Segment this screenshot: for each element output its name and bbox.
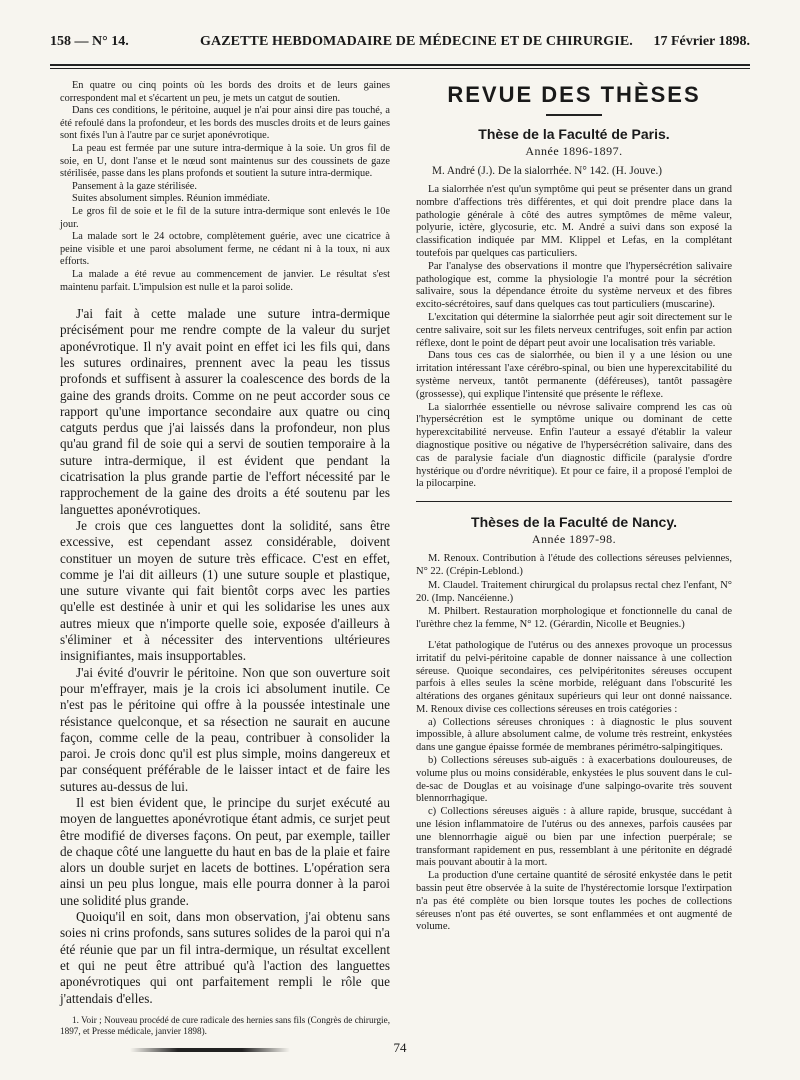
discussion-text [60,306,390,1007]
paragraph: Par l'analyse des observations il montre que l'hypersécrétion salivaire pathologique est, comme la physiologie l'a montré pour la sécrétion salivaire, sous la dépendance étroite du système nerveux et des fibres excito-sécrétoires, sauf dans quelques cas tout particuliers (muscarine). [416,260,732,311]
footnote [60,1015,390,1038]
paragraph: La sialorrhée n'est qu'un symptôme qui peut se présenter dans un grand nombre d'affections très différentes, et qui doit prendre place dans la pathologie générale à côté des autres symptômes de même valeur, polyurie, ictère, glycosurie, etc. M. André a suivi dans son exposé la classification indiquée par MM. Klippel et Lefas, en la complétant toutefois par quelques cas particuliers. [416,184,732,259]
nancy-review-text [416,640,732,934]
paragraph: En quatre ou cinq points où les bords des droits et de leurs gaines correspondent mal et s'écartent un peu, je mets un catgut de soutien. [60,80,390,104]
nancy-entries [416,553,732,632]
header-rule-thin [50,68,750,69]
case-report-text [60,80,390,294]
nancy-year: Année 1897-98. [531,532,617,547]
paragraph: Pansement à la gaze stérilisée. [72,180,197,192]
paragraph: La production d'une certaine quantité de sérosité enkystée dans le petit bassin peut être observée à la suite de l'hystérectomie lorsque l'extirpation n'a pas été complète ou bien lorsque toutes les poches de collections séreuses n'ont pas été ouvertes, se sont enflammées et ont augmenté de volume. [416,870,732,933]
paragraph: c) Collections séreuses aiguës : à allure rapide, brusque, succédant à une lésion inflammatoire de l'utérus ou des annexes, parfois causées par une blennorrhagie aiguë ou bien par une infection puerpérale; se transformant rapidement en pus, ressemblant à une péritonite en dégradé mais pouvant aboutir à la mort. [416,806,732,869]
thesis-citation: M. Philbert. Restauration morphologique et fonctionnelle du canal de l'urèthre chez la femme, N° 12. (Gérardin, Nicolle et Beugnies.) [416,606,732,631]
page-number: 74 [393,1040,407,1055]
paragraph: Dans ces conditions, le péritoine, auquel je n'ai pour ainsi dire pas touché, a été refoulé dans la profondeur, et les bords des muscles droits et de leurs gaines sont fixés l'un à l'autre par ce surjet aponévrotique. [60,105,390,142]
thesis-citation: M. Claudel. Traitement chirurgical du prolapsus rectal chez l'enfant, N° 20. (Imp. Nancéienne.) [416,579,732,604]
paragraph: L'excitation qui détermine la sialorrhée peut agir soit directement sur le centre salivaire, soit sur les filets nerveux centrifuges, soit enfin par action réflexe, dont le point de départ peut avoir une localisation très variable. [416,311,732,349]
thesis-citation: M. André (J.). De la sialorrhée. N° 142. (H. Jouve.) [432,164,663,177]
header-page-number: 158 — N° 14. [50,34,129,49]
paragraph: b) Collections séreuses sub-aiguës : à exacerbations douloureuses, de volume plus ou moins considérable, enkystées le plus souvent dans le cul-de-sac de Douglas et au voisinage d'une salpingo-ovarite très souvent blennorrhagique. [416,755,732,805]
paragraph: Dans tous ces cas de sialorrhée, ou bien il y a une lésion ou une irritation intéressant l'axe cérébro-spinal, ou bien une hyperexcitabilité du système nerveux, tantôt permanente (déféreuses), tantôt passagère (grossesse), qui explique l'intensité que présente le réflexe. [416,350,732,400]
title-rule [546,114,602,116]
paragraph: Quoiqu'il en soit, dans mon observation, j'ai obtenu sans soies ni crins profonds, sans sutures solides de la paroi qui n'a été réunie que par un fil intra-dermique, un résultat excellent et qui ne peut être attribué qu'à l'action des languettes aponévrotiques qui ont parfaitement rempli le rôle que j'attendais d'elles. [60,909,390,1006]
header-journal-title: GAZETTE HEBDOMADAIRE DE MÉDECINE ET DE CHIRURGIE. [200,34,633,49]
paragraph: J'ai fait à cette malade une suture intra-dermique précisément pour me rendre compte de la valeur du surjet aponévrotique. Il n'y avait point en effet ici les fils qui, dans les sutures ordinaires, prennent avec la peau les tissus profonds et suffisent à assurer la coalescence des bords de la gaine des grands droits. Comme on ne peut accorder sous ce rapport qu'une importance secondaire aux quatre ou cinq catguts perdus que j'ai laissés dans la profondeur, non plus qu'au grand fil de soie qui a servi de soutien temporaire à la suture intra-dermique, il est évident que pendant la cicatrisation la plus grande partie de l'effort nécessité par le rapprochement de la gaine des droits a été soutenu par les languettes aponévrotiques. [60,306,390,517]
paragraph: J'ai évité d'ouvrir le péritoine. Non que son ouverture soit pour m'effrayer, mais je la crois ici absolument inutile. Ce n'est pas le péritoine qui offre à la poussée intestinale une résistance quelconque, et sa résection ne saurait en aucune façon, comme celle de la peau, contribuer à consolider la paroi. Je crois donc qu'il est plus simple, moins dangereux et par conséquent préférable de le laisser intact et de faire les sutures au-dessus de lui. [60,664,390,794]
paragraph: Il est bien évident que, le principe du surjet exécuté au moyen de languettes aponévrotique étant admis, ce surjet peut être modifié de diverses façons. On peut, par exemple, tailler de chaque côté une languette du haut en bas de la plaie et faire alors un double surjet en lacets de bottines. L'opération sera ainsi un peu plus longue, mais elle pourra donner à la paroi une solidité plus grande. [60,795,390,908]
paragraph: La sialorrhée essentielle ou névrose salivaire comprend les cas où l'hypersécrétion est le symptôme unique ou dominant de cette hyperexcitabilité nerveuse. Enfin l'auteur a essayé d'établir la valeur diagnostique positive ou négative de l'hypersécrétion salivaire, dans des cas de paralysie faciale d'un diagnostic difficile (paralysie d'ordre hystérique ou d'ordre névritique). Et pour ce faire, il a proposé l'emploi de la pilocarpine. [416,401,732,490]
left-column [60,80,390,1052]
paragraph: La malade a été revue au commencement de janvier. Le résultat s'est maintenu parfait. L'impulsion est nulle et la paroi solide. [60,268,390,293]
paragraph: a) Collections séreuses chroniques : à diagnostic le plus souvent impossible, à allure absolument calme, de volume très restreint, enkystées dans une gangue épaisse formée de membranes périmétro-salpingitiques. [416,716,732,754]
paris-entry [416,165,732,179]
nancy-thesis-title: Thèses de la Faculté de Nancy. [471,514,677,531]
right-column [416,80,732,934]
section-divider [416,501,732,502]
section-title: REVUE DES THÈSES [447,82,701,107]
paris-year: Année 1896-1897. [525,143,623,158]
header-date: 17 Février 1898. [653,34,750,49]
paris-thesis-title: Thèse de la Faculté de Paris. [478,125,670,142]
paragraph: La peau est fermée par une suture intra-dermique à la soie. Un gros fil de soie, en U, dont l'anse et le nœud sont maintenus sur des coussinets de gaze stérilisée, passe dans les plans profonds et soutient la suture intra-dermique. [60,142,390,180]
paragraph: Le gros fil de soie et le fil de la suture intra-dermique sont enlevés le 10e jour. [60,205,390,230]
header-rule-thick [50,64,750,66]
paragraph: Je crois que ces languettes dont la solidité, sans être excessive, est cependant assez considérable, doivent constituer un moyen de suture très efficace. C'est en effet, comme je l'ai dit ailleurs (1) une suture souple et plastique, une suture vivante qui fait bientôt corps avec les parties qu'elle est destinée à unir et qui les solidarise les unes aux autres mieux que n'importe quelle soie, exposée d'ailleurs à s'éliminer et à nécessiter des interventions ultérieures insignifiantes, mais insupportables. [60,517,390,664]
paragraph: La malade sort le 24 octobre, complètement guérie, avec une cicatrice à peine visible et une paroi absolument ferme, ne cédant ni à la toux, ni aux efforts. [60,231,390,268]
paris-review-text [416,184,732,491]
paragraph: Suites absolument simples. Réunion immédiate. [72,193,270,205]
paragraph: L'état pathologique de l'utérus ou des annexes provoque un processus irritatif du pelvi-péritoine capable de donner naissance à une collection séreuse. Quoique secondaires, ces pelvipéritonites séreuses occupent parfois à elles seules la scène morbide, reléguant dans l'obscurité les altérations des organes génitaux supérieurs qui leur ont donné naissance. M. Renoux divise ces collections séreuses en trois catégories : [416,639,732,715]
footnote-text: 1. Voir ; Nouveau procédé de cure radicale des hernies sans fils (Congrès de chirurgie, 1897, et Presse médicale, janvier 1898). [60,1014,390,1037]
running-header [50,34,750,58]
thesis-citation: M. Renoux. Contribution à l'étude des collections séreuses pelviennes, N° 22. (Crépin-Leblond.) [416,553,732,577]
